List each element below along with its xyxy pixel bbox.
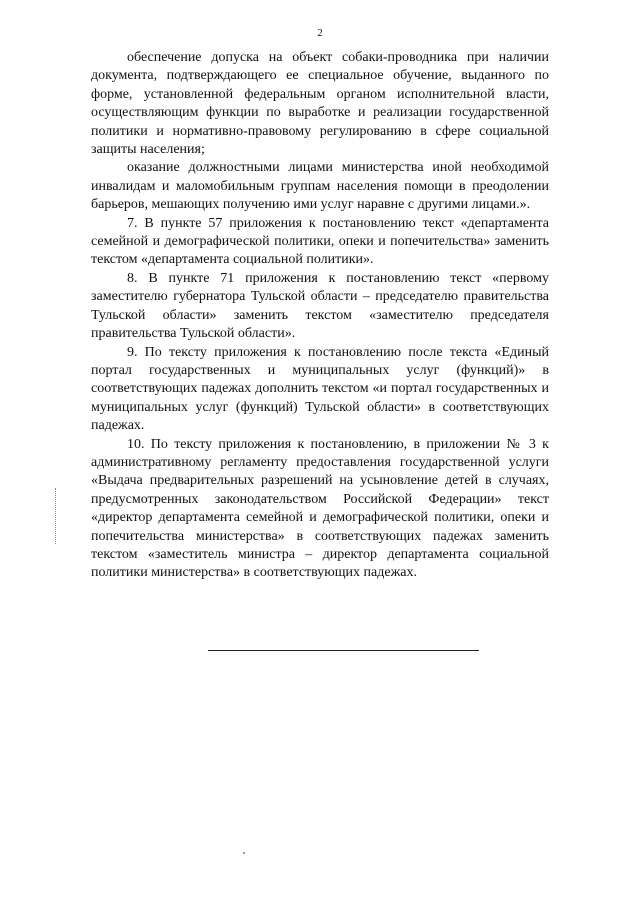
document-body (91, 49, 549, 583)
page-number: 2 (317, 27, 323, 39)
end-separator-line (208, 650, 479, 651)
paragraph-item-8: 8. В пункте 71 приложения к постановлению текст «первому заместителю губернатора Тульской области – председателю правительства Тульской области» заменить текстом «заместителю председателя правительства Тульской области». (91, 270, 549, 342)
paragraph-assistance: оказание должностными лицами министерства иной необходимой инвалидам и маломобильным группам населения помощи в преодолении барьеров, мешающих получению ими услуг наравне с другими лицами.». (91, 160, 549, 213)
paragraph-dog-guide-access: обеспечение допуска на объект собаки-проводника при наличии документа, подтверждающего ее специальное обучение, выданного по форме, установленной федеральным органом исполнительной власти, осуществляющим функции по выработке и реализации государственной политики и нормативно-правовому регулированию в сфере социальной защиты населения; (91, 50, 549, 158)
margin-scan-mark (55, 488, 56, 544)
paragraph-item-7: 7. В пункте 57 приложения к постановлению текст «департамента семейной и демографической политики, опеки и попечительства» заменить текстом «департамента социальной политики». (91, 215, 549, 268)
paragraph-item-10: 10. По тексту приложения к постановлению, в приложении № 3 к административному регламенту предоставления государственной услуги «Выдача предварительных разрешений на усыновление детей в случаях, предусмотренных законодательством Российской Федерации» текст «директор департамента семейной и демографической политики, опеки и попечительства министерства» в соответствующих падежах заменить текстом «заместитель министра – директор департамента социальной политики министерства» в соответствующих падежах. (91, 436, 549, 581)
scan-speck (243, 852, 245, 854)
paragraph-item-9: 9. По тексту приложения к постановлению после текста «Единый портал государственных и муниципальных услуг (функций)» в соответствующих падежах дополнить текстом «и портал государственных и муниципальных услуг (функций) Тульской области» в соответствующих падежах. (91, 344, 549, 434)
